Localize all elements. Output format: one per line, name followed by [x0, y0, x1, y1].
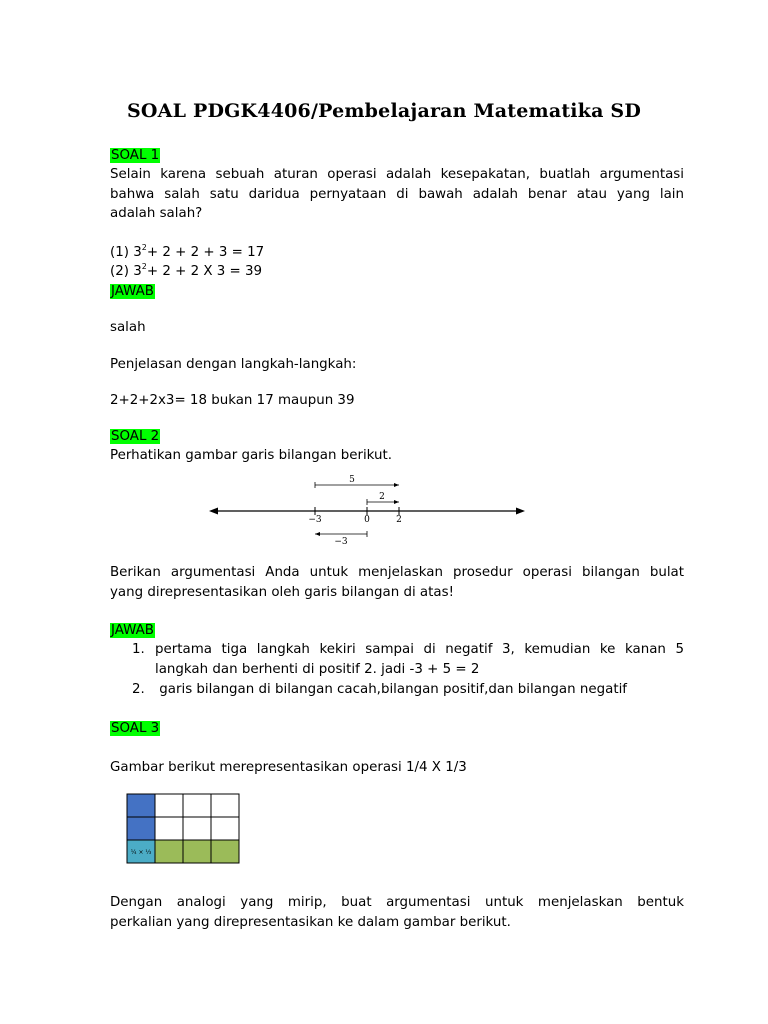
answer-list-item: 1. pertama tiga langkah kekiri sampai di negatif 3, kemudian ke kanan 5	[132, 642, 684, 657]
soal-3-intro: Gambar berikut merepresentasikan operasi 1/4 X 1/3	[110, 760, 467, 775]
grid-cell	[183, 817, 211, 840]
page-title: SOAL PDGK4406/Pembelajaran Matematika SD	[126, 100, 642, 122]
soal-1-label: SOAL 1	[111, 148, 160, 163]
grid-cell-blue	[127, 817, 155, 840]
fraction-grid-figure	[125, 792, 243, 870]
tick-label: 2	[396, 515, 402, 525]
answer-list-item: 2. garis bilangan di bilangan cacah,bilangan positif,dan bilangan negatif	[132, 682, 628, 697]
jawab-label: JAWAB	[111, 284, 154, 299]
grid-cell-green	[183, 840, 211, 863]
arrow-left-icon	[209, 508, 218, 515]
soal-3-question-line: Dengan analogi yang mirip, buat argumentasi untuk menjelaskan bentuk	[110, 895, 684, 910]
tick-label: 0	[364, 515, 370, 525]
grid-cell-green	[211, 840, 239, 863]
grid-cell	[155, 817, 183, 840]
grid-cell	[211, 794, 239, 817]
soal-2-question-line: yang direpresentasikan oleh garis bilangan di atas!	[110, 585, 454, 600]
tick-label: −3	[308, 515, 322, 525]
soal-3-question-line: perkalian yang direpresentasikan ke dalam gambar berikut.	[110, 915, 511, 930]
soal-1-text-line: adalah salah?	[110, 206, 203, 221]
arrow-label: 5	[349, 475, 355, 485]
arrow-right-icon	[516, 508, 525, 515]
soal-1-text-line: bahwa salah satu daridua pernyataan di bawah adalah benar atau yang lain	[110, 187, 684, 202]
arrow-label: 2	[379, 492, 385, 502]
soal-1-text-line: Selain karena sebuah aturan operasi adalah kesepakatan, buatlah argumentasi	[110, 167, 684, 182]
equation-1: (1) $3^2+ 2 + 2 + 3 = 17$	[110, 243, 265, 260]
grid-cell	[211, 817, 239, 840]
equation-2: (2) $3^2+ 2 + 2$ X 3 = 39	[110, 262, 263, 279]
grid-cell-label: ¼ × ⅓	[130, 849, 152, 856]
soal-2-label: SOAL 2	[111, 429, 160, 444]
jawab-label: JAWAB	[111, 623, 154, 638]
soal-2-intro: Perhatikan gambar garis bilangan berikut.	[110, 448, 393, 463]
arrow-label: −3	[334, 537, 348, 547]
answer-list-item-cont: langkah dan berhenti di positif 2. jadi -3 + 5 = 2	[155, 662, 480, 677]
answer-text: salah	[110, 320, 146, 335]
explain-heading: Penjelasan dengan langkah-langkah:	[110, 357, 357, 372]
number-line-figure	[205, 470, 530, 554]
grid-cell-blue	[127, 794, 155, 817]
soal-3-label: SOAL 3	[111, 721, 160, 736]
grid-cell	[155, 794, 183, 817]
soal-2-question-line: Berikan argumentasi Anda untuk menjelaskan prosedur operasi bilangan bulat	[110, 565, 684, 580]
grid-cell-green	[155, 840, 183, 863]
grid-cell	[183, 794, 211, 817]
explain-text: 2+2+2x3= 18 bukan 17 maupun 39	[110, 393, 355, 408]
